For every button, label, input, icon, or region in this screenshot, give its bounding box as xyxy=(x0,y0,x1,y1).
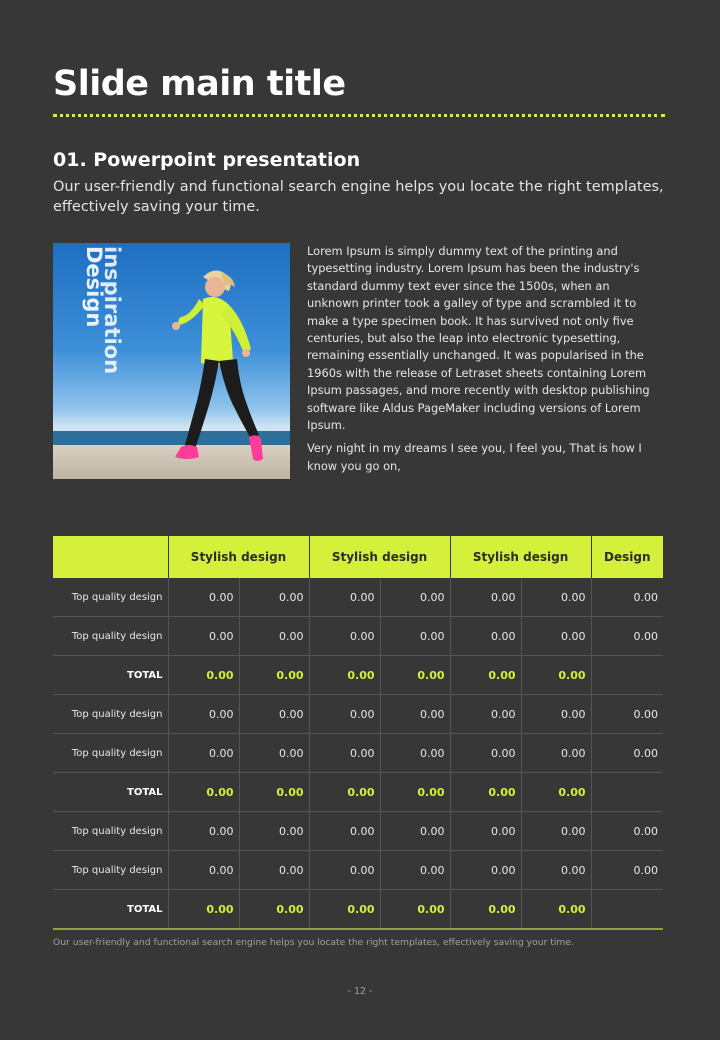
total-cell: 0.00 xyxy=(450,656,521,695)
caption-word-design: Design xyxy=(82,246,106,328)
table-cell: 0.00 xyxy=(239,851,309,890)
row-label: Top quality design xyxy=(53,695,168,734)
total-cell xyxy=(591,656,663,695)
page-number: - 12 - xyxy=(347,986,373,997)
table-cell: 0.00 xyxy=(239,812,309,851)
total-cell: 0.00 xyxy=(380,890,450,930)
table-cell: 0.00 xyxy=(380,617,450,656)
total-cell: 0.00 xyxy=(309,773,380,812)
table-row xyxy=(53,578,663,617)
table-cell: 0.00 xyxy=(591,851,663,890)
table-total-row xyxy=(53,773,663,812)
total-cell: 0.00 xyxy=(239,890,309,930)
body-paragraph-2: Very night in my dreams I see you, I feel you, That is how I know you go on, xyxy=(307,441,642,473)
total-label: TOTAL xyxy=(53,773,168,812)
table-cell: 0.00 xyxy=(450,812,521,851)
table-cell: 0.00 xyxy=(309,695,380,734)
table-cell: 0.00 xyxy=(591,578,663,617)
table-cell: 0.00 xyxy=(239,695,309,734)
total-cell xyxy=(591,890,663,930)
table-cell: 0.00 xyxy=(591,695,663,734)
total-cell xyxy=(591,773,663,812)
table-cell: 0.00 xyxy=(450,734,521,773)
table-cell: 0.00 xyxy=(450,617,521,656)
total-cell: 0.00 xyxy=(521,773,591,812)
table-cell: 0.00 xyxy=(309,812,380,851)
table-cell: 0.00 xyxy=(168,617,239,656)
table-cell: 0.00 xyxy=(168,812,239,851)
table-cell: 0.00 xyxy=(521,578,591,617)
table-cell: 0.00 xyxy=(380,734,450,773)
table-cell: 0.00 xyxy=(521,695,591,734)
table-cell: 0.00 xyxy=(521,734,591,773)
total-label: TOTAL xyxy=(53,890,168,930)
table-cell: 0.00 xyxy=(309,578,380,617)
total-cell: 0.00 xyxy=(168,890,239,930)
table-cell: 0.00 xyxy=(239,578,309,617)
table-row xyxy=(53,695,663,734)
table-cell: 0.00 xyxy=(450,578,521,617)
table-cell: 0.00 xyxy=(309,851,380,890)
row-label: Top quality design xyxy=(53,734,168,773)
table-cell: 0.00 xyxy=(309,617,380,656)
total-cell: 0.00 xyxy=(380,656,450,695)
table-cell: 0.00 xyxy=(591,617,663,656)
table-cell: 0.00 xyxy=(521,617,591,656)
table-row xyxy=(53,734,663,773)
table-cell: 0.00 xyxy=(380,578,450,617)
total-cell: 0.00 xyxy=(239,656,309,695)
total-cell: 0.00 xyxy=(380,773,450,812)
table-cell: 0.00 xyxy=(591,734,663,773)
table-row xyxy=(53,617,663,656)
table-row xyxy=(53,851,663,890)
table-cell: 0.00 xyxy=(521,812,591,851)
table-cell: 0.00 xyxy=(168,578,239,617)
total-cell: 0.00 xyxy=(168,773,239,812)
table-cell: 0.00 xyxy=(450,851,521,890)
total-cell: 0.00 xyxy=(309,890,380,930)
row-label: Top quality design xyxy=(53,617,168,656)
data-table xyxy=(53,536,663,930)
total-cell: 0.00 xyxy=(450,773,521,812)
table-total-row xyxy=(53,656,663,695)
table-cell: 0.00 xyxy=(168,734,239,773)
title-divider xyxy=(53,114,665,117)
table-cell: 0.00 xyxy=(380,695,450,734)
table-total-row xyxy=(53,890,663,930)
table-footnote: Our user-friendly and functional search engine helps you locate the right templates, effectively saving your time. xyxy=(53,937,574,948)
total-cell: 0.00 xyxy=(168,656,239,695)
table-header: Stylish design xyxy=(309,536,450,578)
table-cell: 0.00 xyxy=(591,812,663,851)
table-header: Stylish design xyxy=(168,536,309,578)
total-cell: 0.00 xyxy=(521,890,591,930)
total-cell: 0.00 xyxy=(239,773,309,812)
total-cell: 0.00 xyxy=(309,656,380,695)
table-cell: 0.00 xyxy=(450,695,521,734)
total-label: TOTAL xyxy=(53,656,168,695)
table-header-row xyxy=(53,536,663,578)
table-header: Design xyxy=(591,536,663,578)
total-cell: 0.00 xyxy=(521,656,591,695)
row-label: Top quality design xyxy=(53,578,168,617)
table-cell: 0.00 xyxy=(521,851,591,890)
page-title: Slide main title xyxy=(53,64,346,104)
caption-word-inspiration: inspiration xyxy=(100,246,124,375)
section-subtitle: Our user-friendly and functional search engine helps you locate the right templates, effectively saving your time. xyxy=(53,179,664,215)
section-heading: 01. Powerpoint presentation xyxy=(53,149,361,171)
table-cell: 0.00 xyxy=(309,734,380,773)
table-header-empty xyxy=(53,536,168,578)
body-text xyxy=(307,243,663,481)
table-cell: 0.00 xyxy=(168,851,239,890)
row-label: Top quality design xyxy=(53,851,168,890)
row-label: Top quality design xyxy=(53,812,168,851)
total-cell: 0.00 xyxy=(450,890,521,930)
body-paragraph-1: Lorem Ipsum is simply dummy text of the printing and typesetting industry. Lorem Ipsum has been the industry's standard dummy text ever since the 1500s, when an unknown printer took a galley of type and scrambled it to make a type specimen book. It has survived not only five centuries, but also the leap into electronic typesetting, remaining essentially unchanged. It was popularised in the 1960s with the release of Letraset sheets containing Lorem Ipsum passages, and more recently with desktop publishing software like Aldus PageMaker including versions of Lorem Ipsum. xyxy=(307,244,650,433)
table-cell: 0.00 xyxy=(239,617,309,656)
table-cell: 0.00 xyxy=(380,851,450,890)
vertical-image-caption-2 xyxy=(74,246,124,476)
table-cell: 0.00 xyxy=(168,695,239,734)
table-cell: 0.00 xyxy=(239,734,309,773)
table-row xyxy=(53,812,663,851)
table-header: Stylish design xyxy=(450,536,591,578)
table-cell: 0.00 xyxy=(380,812,450,851)
